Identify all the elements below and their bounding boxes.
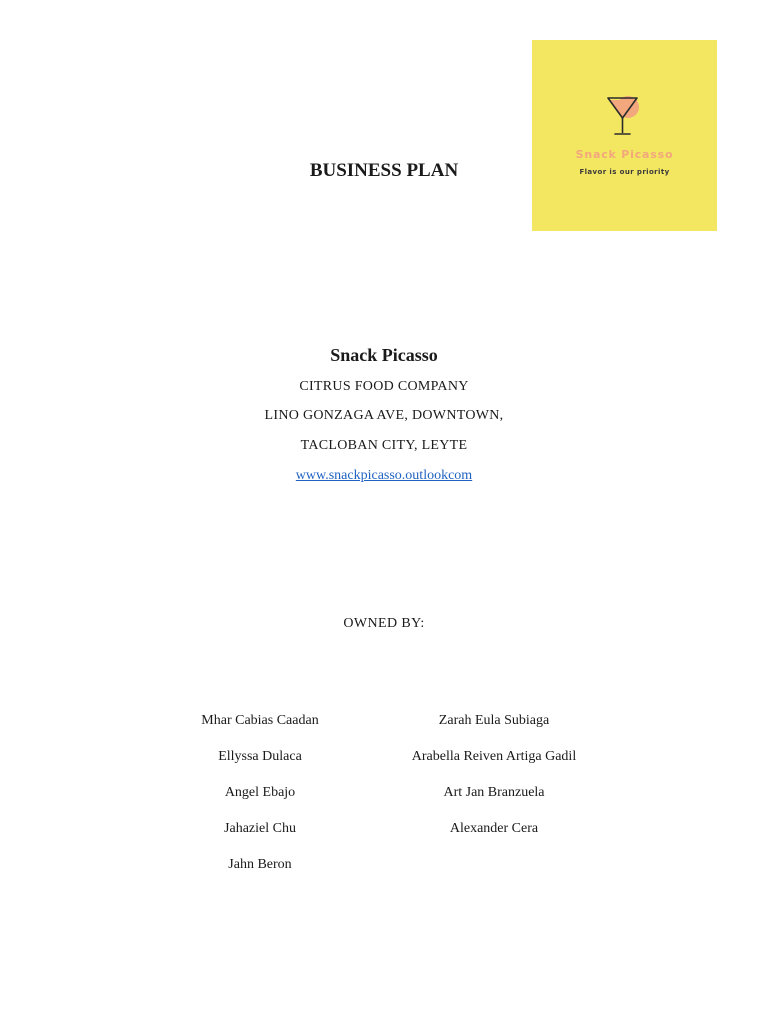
owned-by-label: OWNED BY: [343,616,425,631]
owner-name: Angel Ebajo [224,785,296,800]
owner-name: Zarah Eula Subiaga [438,713,550,728]
cocktail-glass-icon [532,40,717,231]
document-title: BUSINESS PLAN [309,160,459,181]
company-type: CITRUS FOOD COMPANY [299,379,469,394]
website-link[interactable]: www.snackpicasso.outlookcom [295,468,473,483]
owner-name: Arabella Reiven Artiga Gadil [411,749,577,764]
owner-name: Jahaziel Chu [224,821,296,836]
owner-name: Jahn Beron [228,857,292,872]
owners-list-right [384,712,604,856]
owner-name: Mhar Cabias Caadan [201,713,319,728]
owner-name: Alexander Cera [449,821,539,836]
logo-brand-name: Snack Picasso [575,148,674,161]
address-line-1: LINO GONZAGA AVE, DOWNTOWN, [264,408,504,423]
address-line-2: TACLOBAN CITY, LEYTE [300,438,468,453]
company-logo [532,40,717,231]
owner-name: Ellyssa Dulaca [218,749,302,764]
owners-list-left [160,712,360,892]
company-name: Snack Picasso [330,345,438,365]
logo-tagline: Flavor is our priority [579,168,670,176]
owner-name: Art Jan Branzuela [443,785,545,800]
